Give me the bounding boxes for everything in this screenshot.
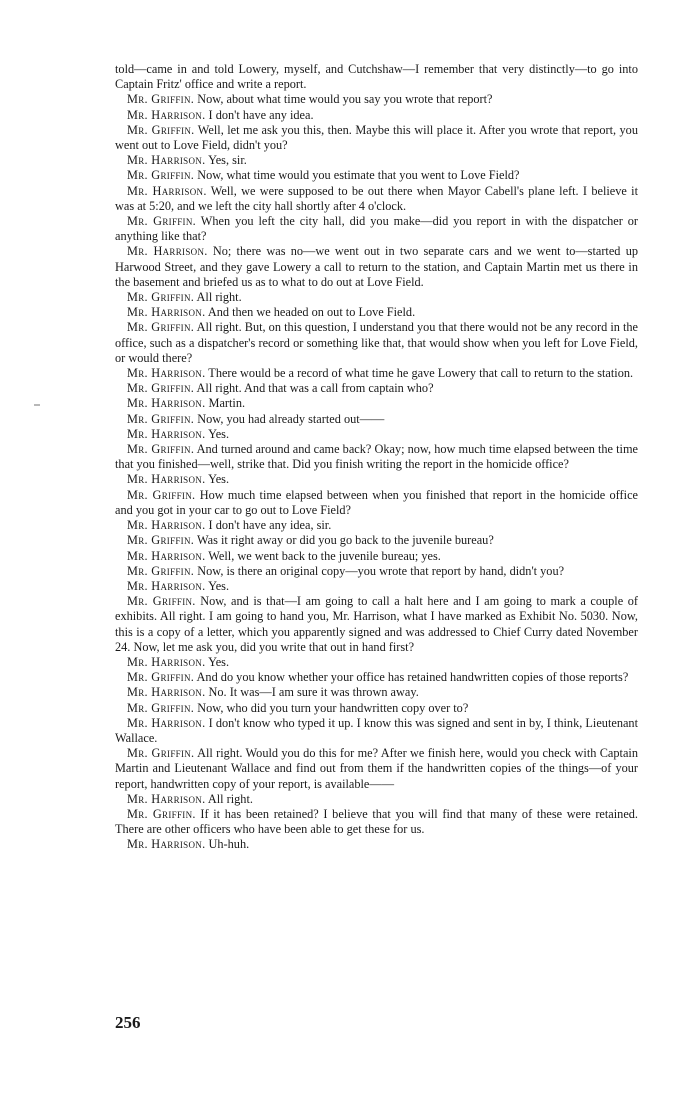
paragraph-text: Yes, sir. (205, 153, 247, 168)
paragraph-text: I don't have any idea. (205, 107, 314, 122)
paragraph-text: There would be a record of what time he gave Lowery that call to return to the station. (205, 366, 634, 381)
speaker-name: Mr. Griffin. (127, 563, 195, 578)
transcript-paragraph (115, 579, 638, 594)
paragraph-text: Well, we went back to the juvenile bureau; yes. (205, 548, 441, 563)
speaker-name: Mr. Harrison. (127, 578, 206, 593)
transcript-body (115, 62, 638, 853)
speaker-name: Mr. Griffin. (127, 92, 195, 107)
speaker-name: Mr. Griffin. (127, 381, 195, 396)
transcript-paragraph (115, 792, 638, 807)
transcript-paragraph (115, 396, 638, 411)
paragraph-text: All right. But, on this question, I understand you that there would not be any record in the office, such as a dispatcher's record or something like that, that would show when you left for Love Field, or would there? (115, 320, 639, 365)
paragraph-text: Uh-huh. (205, 837, 250, 852)
paragraph-text: All right. Would you do this for me? After we finish here, would you check with Captain Martin and Lieutenant Wallace and find out from them if the handwritten copies of the things—of your report, handwritten copy of your report, is available—— (115, 746, 638, 791)
paragraph-text: I don't know who typed it up. I know this was signed and sent in by, I think, Lieutenant Wallace. (115, 715, 638, 745)
paragraph-text: All right. (205, 791, 253, 806)
transcript-paragraph (115, 108, 638, 123)
transcript-paragraph (115, 685, 638, 700)
transcript-paragraph (115, 837, 638, 852)
transcript-paragraph (115, 366, 638, 381)
speaker-name: Mr. Harrison. (127, 396, 206, 411)
speaker-name: Mr. Harrison. (127, 472, 206, 487)
paragraph-text: Yes. (205, 578, 230, 593)
page-number: 256 (115, 1013, 141, 1032)
speaker-name: Mr. Harrison. (127, 244, 208, 259)
transcript-paragraph (115, 427, 638, 442)
paragraph-text: Now, about what time would you say you wrote that report? (194, 92, 493, 107)
speaker-name: Mr. Griffin. (127, 700, 195, 715)
paragraph-text: Now, you had already started out—— (194, 411, 385, 426)
paragraph-text: If it has been retained? I believe that you will find that many of these were retained. There are other officers who have been able to get these for us. (115, 806, 638, 837)
speaker-name: Mr. Griffin. (127, 168, 195, 183)
paragraph-text: I don't have any idea, sir. (205, 518, 332, 533)
transcript-paragraph (115, 123, 638, 153)
paragraph-text: told—came in and told Lowery, myself, and Cutchshaw—I remember that very distinctly—to go into Captain Fritz' office and write a report. (115, 62, 638, 92)
paragraph-text: Now, is there an original copy—you wrote that report by hand, didn't you? (194, 563, 565, 578)
transcript-paragraph (115, 746, 638, 792)
transcript-paragraph (115, 62, 638, 92)
transcript-paragraph (115, 670, 638, 685)
speaker-name: Mr. Harrison. (127, 518, 206, 533)
speaker-name: Mr. Griffin. (127, 214, 197, 229)
paragraph-text: All right. (194, 290, 242, 305)
speaker-name: Mr. Harrison. (127, 366, 206, 381)
transcript-paragraph (115, 594, 638, 655)
speaker-name: Mr. Harrison. (127, 107, 206, 122)
transcript-paragraph (115, 184, 638, 214)
speaker-name: Mr. Harrison. (127, 153, 206, 168)
transcript-paragraph (115, 168, 638, 183)
transcript-paragraph (115, 488, 638, 518)
speaker-name: Mr. Griffin. (127, 442, 195, 457)
paragraph-text: Well, let me ask you this, then. Maybe this will place it. After you wrote that report, you went out to Love Field, didn't you? (115, 122, 638, 153)
transcript-paragraph (115, 701, 638, 716)
speaker-name: Mr. Harrison. (127, 837, 206, 852)
transcript-paragraph (115, 305, 638, 320)
speaker-name: Mr. Harrison. (127, 715, 206, 730)
paragraph-text: No. It was—I am sure it was thrown away. (205, 685, 419, 700)
speaker-name: Mr. Griffin. (127, 670, 195, 685)
speaker-name: Mr. Harrison. (127, 654, 206, 669)
paragraph-text: How much time elapsed between when you finished that report in the homicide office and you got in your car to go out to Love Field? (115, 487, 638, 517)
speaker-name: Mr. Harrison. (127, 685, 206, 700)
speaker-name: Mr. Harrison. (127, 548, 206, 563)
paragraph-text: Yes. (205, 654, 230, 669)
paragraph-text: Now, what time would you estimate that you went to Love Field? (194, 168, 520, 183)
transcript-paragraph (115, 807, 638, 837)
transcript-paragraph (115, 153, 638, 168)
transcript-paragraph (115, 518, 638, 533)
speaker-name: Mr. Harrison. (127, 426, 206, 441)
transcript-paragraph (115, 442, 638, 472)
margin-mark (34, 404, 40, 406)
transcript-paragraph (115, 412, 638, 427)
paragraph-text: And do you know whether your office has retained handwritten copies of those reports? (194, 670, 629, 685)
transcript-paragraph (115, 716, 638, 746)
transcript-paragraph (115, 655, 638, 670)
transcript-paragraph (115, 564, 638, 579)
speaker-name: Mr. Harrison. (127, 305, 206, 320)
transcript-paragraph (115, 533, 638, 548)
speaker-name: Mr. Harrison. (127, 183, 207, 198)
transcript-paragraph (115, 320, 638, 366)
speaker-name: Mr. Griffin. (127, 411, 195, 426)
paragraph-text: Yes. (205, 472, 230, 487)
speaker-name: Mr. Griffin. (127, 290, 195, 305)
speaker-name: Mr. Harrison. (127, 791, 206, 806)
paragraph-text: Well, we were supposed to be out there when Mayor Cabell's plane left. I believe it was at 5:20, and we left the city hall shortly after 4 o'clock. (115, 183, 638, 213)
paragraph-text: Now, who did you turn your handwritten copy over to? (194, 700, 469, 715)
paragraph-text: No; there was no—we went out in two separate cars and we went to—started up Harwood Street, and they gave Lowery a call to return to the station, and Captain Martin met us there in the basement and briefed us as to what to do out at Love Field. (115, 244, 638, 289)
transcript-paragraph (115, 381, 638, 396)
paragraph-text: When you left the city hall, did you make—did you report in with the dispatcher or anything like that? (115, 214, 638, 244)
transcript-paragraph (115, 472, 638, 487)
speaker-name: Mr. Griffin. (127, 746, 195, 761)
transcript-paragraph (115, 244, 638, 290)
speaker-name: Mr. Griffin. (127, 806, 196, 821)
paragraph-text: All right. And that was a call from captain who? (194, 381, 434, 396)
speaker-name: Mr. Griffin. (127, 533, 195, 548)
transcript-paragraph (115, 92, 638, 107)
paragraph-text: Was it right away or did you go back to the juvenile bureau? (194, 533, 494, 548)
paragraph-text: Now, and is that—I am going to call a halt here and I am going to mark a couple of exhibits. All right. I am going to hand you, Mr. Harrison, what I have marked as Exhibit No. 5030. Now, this is a copy of a letter, which you apparently signed and was addressed to Chief Curry dated November 24. Now, let me ask you, did you write that out in hand first? (115, 594, 638, 654)
speaker-name: Mr. Griffin. (127, 320, 195, 335)
speaker-name: Mr. Griffin. (127, 122, 195, 137)
paragraph-text: Martin. (205, 396, 246, 411)
speaker-name: Mr. Griffin. (127, 487, 196, 502)
paragraph-text: And turned around and came back? Okay; now, how much time elapsed between the time that you finished—well, strike that. Did you finish writing the report in the homicide office? (115, 442, 638, 472)
transcript-paragraph (115, 290, 638, 305)
transcript-paragraph (115, 214, 638, 244)
paragraph-text: Yes. (205, 426, 230, 441)
transcript-paragraph (115, 549, 638, 564)
speaker-name: Mr. Griffin. (127, 594, 196, 609)
paragraph-text: And then we headed on out to Love Field. (205, 305, 416, 320)
